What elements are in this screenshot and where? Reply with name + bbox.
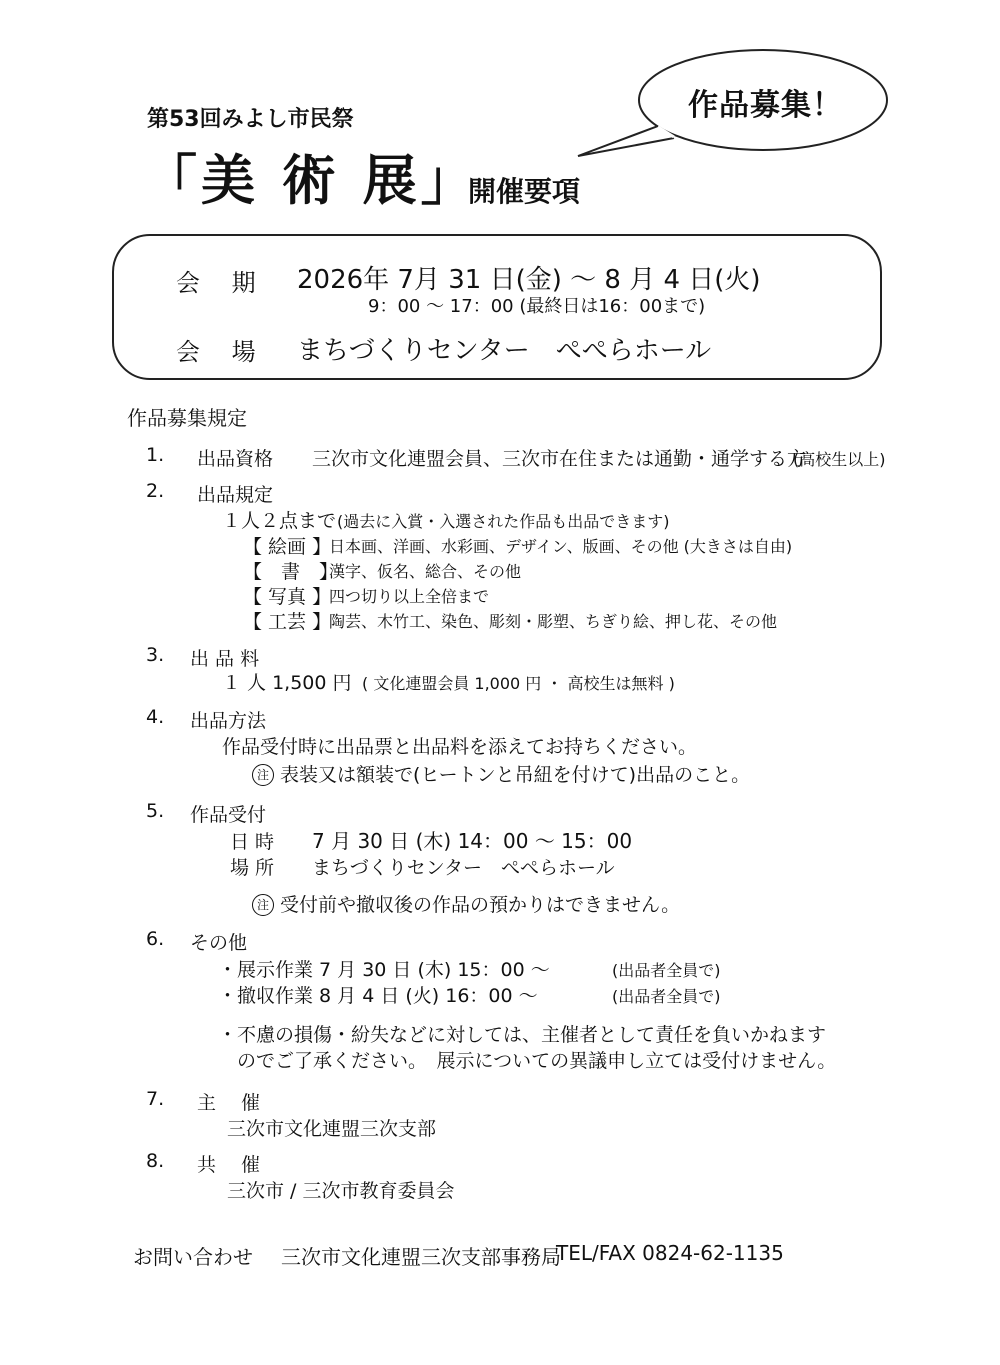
section-4-text: 作品受付時に出品票と出品料を添えてお持ちください。 — [222, 736, 698, 758]
section-1-title: 出品資格 — [197, 448, 274, 470]
section-7-title: 主 催 — [197, 1092, 261, 1114]
section-5-date-label: 日 時 — [230, 831, 275, 853]
section-2-title: 出品規定 — [197, 484, 274, 506]
event-subtitle: 第53回みよし市民祭 — [147, 107, 354, 132]
venue-value: まちづくりセンター ぺぺらホール — [297, 336, 712, 366]
section-6-item-2: ・撤収作業 8 月 4 日 (火) 16：00 ～ — [218, 985, 538, 1007]
section-4-number: 4. — [146, 706, 165, 728]
contact-label: お問い合わせ — [133, 1245, 253, 1269]
contact-org: 三次市文化連盟三次支部事務局 — [281, 1245, 561, 1269]
note-icon: 注 — [252, 764, 274, 786]
section-3-number: 3. — [146, 644, 165, 666]
section-5-date-value: 7 月 30 日 (木) 14：00 ～ 15：00 — [312, 829, 633, 853]
section-6-number: 6. — [146, 928, 165, 950]
section-6-title: その他 — [190, 932, 248, 954]
section-5-note-text: 受付前や撤収後の作品の預かりはできません。 — [280, 894, 681, 916]
section-7-text: 三次市文化連盟三次支部 — [227, 1118, 437, 1140]
section-1-text: 三次市文化連盟会員、三次市在住または通勤・通学する方 — [312, 448, 807, 470]
section-1-number: 1. — [146, 444, 165, 466]
section-5-note — [252, 890, 680, 917]
section-6-notice-1: ・不慮の損傷・紛失などに対しては、主催者として責任を負いかねます — [218, 1024, 827, 1046]
section-4-note-text: 表装又は額装で(ヒートンと吊紐を付けて)出品のこと。 — [280, 764, 751, 786]
section-2-number: 2. — [146, 480, 165, 502]
category-text-craft: 陶芸、木竹工、染色、彫刻・彫塑、ちぎり絵、押し花、その他 — [329, 612, 778, 631]
section-8-title: 共 催 — [197, 1154, 261, 1176]
contact-tel: TEL/FAX 0824-62-1135 — [556, 1241, 784, 1265]
period-time: 9：00 ～ 17：00 (最終日は16：00まで) — [368, 296, 706, 317]
section-8-text: 三次市 / 三次市教育委員会 — [227, 1180, 455, 1202]
section-3-title: 出 品 料 — [190, 648, 260, 670]
section-6-item-2-note: (出品者全員で) — [612, 987, 721, 1006]
category-label-calligraphy: 【 書 】 — [243, 561, 339, 583]
section-8-number: 8. — [146, 1150, 165, 1172]
title-suffix: 開催要項 — [468, 175, 581, 208]
section-2-line: １人２点まで — [222, 510, 337, 532]
section-5-place-label: 場 所 — [230, 857, 275, 879]
rules-heading: 作品募集規定 — [127, 406, 247, 430]
category-text-photo: 四つ切り以上全倍まで — [329, 587, 490, 606]
speech-bubble — [638, 48, 888, 156]
note-icon: 注 — [252, 894, 274, 916]
section-1-note: (高校生以上) — [793, 450, 886, 469]
section-4-title: 出品方法 — [190, 710, 267, 732]
category-text-painting: 日本画、洋画、水彩画、デザイン、版画、その他 (大きさは自由) — [329, 537, 793, 556]
category-label-painting: 【 絵画 】 — [243, 536, 332, 558]
section-5-place-value: まちづくりセンター ぺぺらホール — [312, 857, 615, 879]
page-title: 「美 術 展」 — [143, 149, 479, 212]
category-label-craft: 【 工芸 】 — [243, 611, 332, 633]
section-6-item-1: ・展示作業 7 月 30 日 (木) 15：00 ～ — [218, 959, 550, 981]
section-5-title: 作品受付 — [190, 804, 267, 826]
venue-label: 会 場 — [176, 338, 268, 366]
period-value: 2026年 7月 31 日(金) ～ 8 月 4 日(火) — [297, 265, 761, 295]
section-3-fee-note: ( 文化連盟会員 1,000 円 ・ 高校生は無料 ) — [362, 674, 675, 693]
category-text-calligraphy: 漢字、仮名、総合、その他 — [329, 562, 522, 581]
period-label: 会 期 — [176, 269, 268, 297]
section-5-number: 5. — [146, 800, 165, 822]
section-4-note — [252, 760, 750, 787]
section-6-item-1-note: (出品者全員で) — [612, 961, 721, 980]
category-label-photo: 【 写真 】 — [243, 586, 332, 608]
section-6-notice-2: のでご了承ください。 展示についての異議申し立ては受付けません。 — [218, 1050, 837, 1072]
section-2-line-note: (過去に入賞・入選された作品も出品できます) — [337, 512, 670, 531]
section-7-number: 7. — [146, 1088, 165, 1110]
section-3-fee: １ 人 1,500 円 — [222, 672, 352, 694]
bubble-text: 作品募集！ — [688, 88, 843, 123]
